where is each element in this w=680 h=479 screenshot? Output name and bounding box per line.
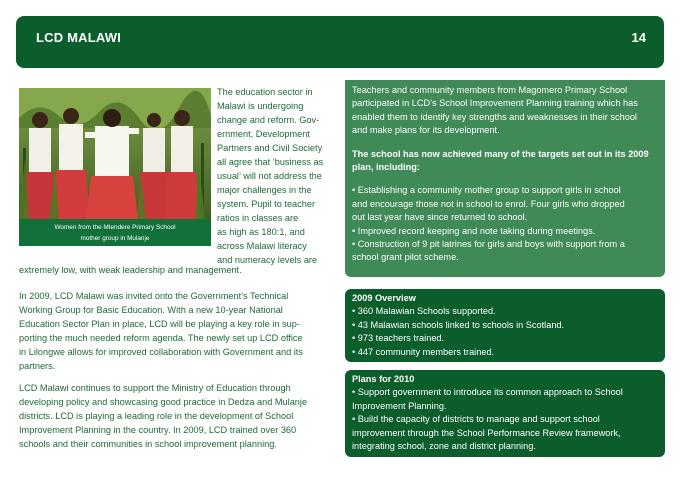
intro-paragraph-end: extremely low, with weak leadership and management. bbox=[19, 265, 242, 275]
section-title: LCD MALAWI bbox=[36, 30, 122, 45]
page-number: 14 bbox=[631, 30, 646, 45]
technical-working-group-paragraph: In 2009, LCD Malawi was invited onto the Government’s Technical Working Group for Basic Education. With a new 10-year National Education Sector Plan in place, LCD will be playing a key role in sup- porting the much needed reform agenda. The newly set up LCD office in Lilongwe allows for improved collaboration with Government and its partners. bbox=[19, 291, 303, 371]
overview-panel bbox=[345, 289, 665, 362]
intro-paragraph: The education sector in Malawi is undergoing change and reform. Gov- ernment, Development Partners and Civil Society all agree that ‘business as usual’ will not address the major challenges in the system. Pupil to teacher ratios in classes are as high as 180:1, and across Malawi literacy and numeracy levels are bbox=[217, 87, 324, 265]
list-item: • Establishing a community mother group to support girls in school bbox=[352, 185, 621, 196]
ministry-support-paragraph: LCD Malawi continues to support the Ministry of Education through developing policy and showcasing good practice in Dedza and Mulanje districts. LCD is playing a leading role in the development of School Improvement Planning in the country. In 2009, LCD trained over 360 schools and their communities in school improvement planning. bbox=[19, 383, 308, 449]
list-item: • Build the capacity of districts to manage and support school bbox=[352, 414, 600, 425]
plans-title: Plans for 2010 bbox=[352, 374, 415, 384]
list-item: • 360 Malawian Schools supported. bbox=[352, 306, 496, 317]
list-item: • Construction of 9 pit latrines for girls and boys with support from a bbox=[352, 239, 625, 250]
list-item: • 973 teachers trained. bbox=[352, 333, 445, 344]
plans-panel: Plans for 2010 • Support government to introduce its common approach to School Improvement Planning. • Build the capacity of districts to manage and support school improvement through the School Performance Review framework, integrating school, zone and district planning. bbox=[345, 370, 665, 457]
magomero-school-panel: Teachers and community members from Magomero Primary School participated in LCD’s School Improvement Planning training which has enabled them to identify key strengths and weaknesses in their school and make plans for its development. The school has now achieved many of the targets set out in its 2009 plan, including: • Establishing a community mother group to support girls in school and encourage those not in school to enrol. Four girls who dropped out last year have since returned to school. • Improved record keeping and note taking during meetings. • Construction of 9 pit latrines for girls and boys with support from a school grant pilot scheme. bbox=[345, 80, 665, 277]
list-item: • 447 community members trained. bbox=[352, 346, 495, 357]
list-item: • 43 Malawian schools linked to schools in Scotland. bbox=[352, 319, 565, 330]
mother-group-photo bbox=[19, 88, 211, 220]
list-item: • Improved record keeping and note taking during meetings. bbox=[352, 225, 596, 236]
list-item: • Support government to introduce its common approach to School bbox=[352, 387, 623, 398]
photo-caption: Women from the Mtendere Primary School mother group in Mulanje bbox=[19, 219, 211, 246]
overview-title: 2009 Overview bbox=[352, 293, 416, 303]
page-header bbox=[16, 16, 664, 68]
targets-heading: The school has now achieved many of the targets set out in its 2009 bbox=[352, 148, 649, 159]
